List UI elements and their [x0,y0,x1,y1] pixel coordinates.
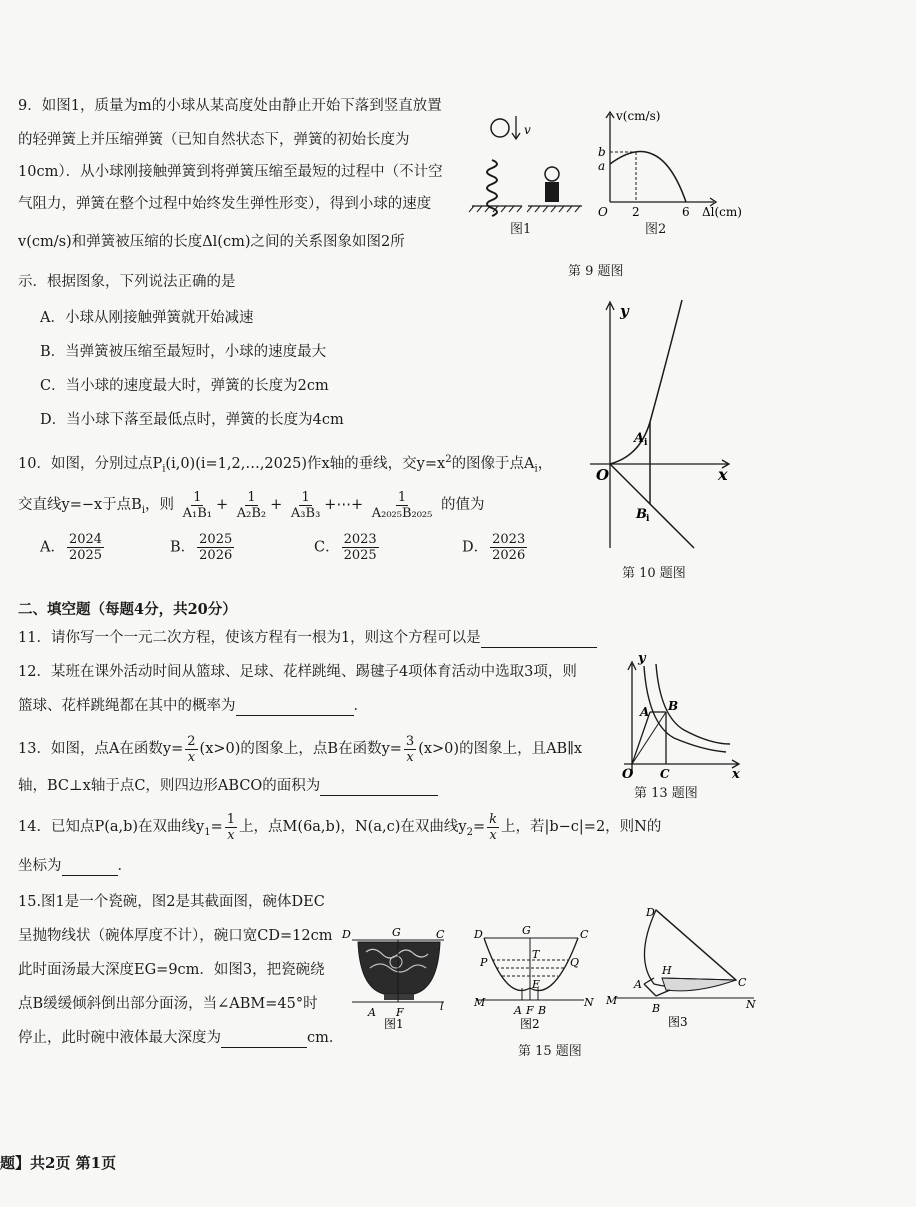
q9-axis-v: v(cm/s) [616,109,661,123]
q10-term-3: $\frac{1}{\text{A₃B₃}}$ [290,489,321,521]
q9-v-label: v [524,123,531,137]
q10-line1-end: ， [537,455,553,472]
q15-fig1-label: 图1 [384,1017,404,1031]
q13-figure [614,654,744,784]
q14-frac-2: $\frac{k}{x}$ [489,811,497,843]
q10-lbl-b-sub: i [646,514,650,524]
q12-line2-end: ． [353,698,368,714]
q15-answer-blank[interactable] [221,1031,307,1048]
q10-line1-sup: 2 [445,454,452,465]
q15-f1-d: D [342,928,351,941]
q13-lbl-y: y [638,654,646,666]
q14-mid: 上，点M(6a,b)，N(a,c)在双曲线y [239,819,467,835]
q9-fig-caption: 第 9 题图 [568,264,624,279]
q9-tick-2: 2 [632,205,640,219]
q10-dots: +⋯+ [324,497,364,513]
q12-line2-text: 篮球、花样跳绳都在其中的概率为 [18,698,236,714]
q12-answer-blank[interactable] [236,699,354,716]
q9-line-1: 9．如图1，质量为m的小球从某高度处由静止开始下落到竖直放置 [18,98,442,114]
q15-f2-g: G [522,924,531,937]
q10-term-1: $\frac{1}{\text{A₁B₁}}$ [182,489,213,521]
q13-pre: 13．如图，点A在函数y= [18,741,184,757]
q10-line-1 [18,450,552,480]
section-2-title: 二、填空题（每题4分，共20分） [18,601,237,618]
q9-line-2: 的轻弹簧上并压缩弹簧（已知自然状态下，弹簧的初始长度为 [18,132,410,148]
q13-lbl-a: A [640,705,650,719]
q9-line-3: 10cm）．从小球刚接触弹簧到将弹簧压缩至最短的过程中（不计空 [18,164,443,180]
q9-tick-a: a [598,159,606,173]
q10-line2-pre: 交直线y=−x于点B [18,497,142,513]
q15-f3-a: A [634,978,642,991]
page-footer: 题】共2页 第1页 [0,1154,117,1172]
q15-last-pre: 停止，此时碗中液体最大深度为 [18,1030,221,1046]
q15-f1-f: F [396,1006,404,1019]
q15-figure-3 [604,898,764,1036]
q9-option-b: B．当弹簧被压缩至最短时，小球的速度最大 [40,344,327,360]
q9-tick-b: b [598,145,606,159]
q10-line-2 [18,488,484,528]
q14-line2-text: 坐标为 [18,858,62,874]
q15-fig-caption: 第 15 题图 [518,1044,582,1059]
q10-fig-caption: 第 10 题图 [622,566,686,581]
q9-figure-2 [594,106,764,226]
q10-line1-post: 的图像于点A [451,455,535,472]
q9-axis-dl: Δl(cm) [702,205,742,219]
q14-line-2 [18,856,132,876]
q10-lbl-a-sub: i [644,438,648,448]
q10-line2-post: 的值为 [440,497,485,513]
q15-f2-c: C [580,928,589,941]
q15-f3-m: M [606,994,618,1007]
q13-frac-2: $\frac{3}{x}$ [405,733,415,765]
q10-lbl-x: x [718,465,728,484]
q14-pre: 14．已知点P(a,b)在双曲线y [18,819,205,835]
q13-line2-text: 轴，BC⊥x轴于点C，则四边形ABCO的面积为 [18,778,321,794]
q14-eq-2: = [472,819,486,835]
q10-term-last: $\frac{1}{\text{A₂₀₂₅B₂₀₂₅}}$ [371,489,433,521]
q10-line1-mid: (i,0)(i=1,2,…,2025)作x轴的垂线，交y=x [165,455,446,472]
q9-option-a: A．小球从刚接触弹簧就开始减速 [40,310,254,326]
q10-line2-mid: ，则 [145,497,175,513]
q10-option-b: B． $\frac{2025}{2026}$ [170,532,233,563]
q13-mid2: (x>0)的图象上，且AB∥x [418,741,583,757]
q14-answer-blank[interactable] [62,859,118,876]
q10-plus-2: + [270,497,283,513]
q15-f1-g: G [392,926,401,939]
q9-line-5: v(cm/s)和弹簧被压缩的长度Δl(cm)之间的关系图象如图2所 [18,234,405,250]
q10-line2-sub: i [141,504,146,516]
q13-lbl-b: B [668,699,679,713]
q12-line-2 [18,696,368,716]
q15-f2-p: P [480,956,488,969]
q9-fig2-label: 图2 [645,222,667,237]
q10-line1-sub2: i [534,463,538,475]
q15-last-unit: cm． [307,1030,344,1046]
q10-plus-1: + [216,497,229,513]
q14-line-1 [18,810,661,850]
q14-eq-1: = [210,819,223,835]
q13-lbl-c: C [660,767,670,781]
q13-mid1: (x>0)的图象上，点B在函数y= [199,741,402,757]
q10-line1-pre: 10．如图，分别过点P [18,455,163,472]
q15-f2-q: Q [570,956,580,969]
q15-f1-l: l [440,1000,444,1013]
q15-f3-n: N [746,998,756,1011]
q13-frac-1: $\frac{2}{x}$ [187,733,196,765]
q10-lbl-y: y [620,302,629,320]
q11 [18,628,597,648]
q13-line-2 [18,776,438,796]
q10-option-d: D． $\frac{2023}{2026}$ [462,532,526,563]
q14-frac-1: $\frac{1}{x}$ [226,811,236,843]
q13-lbl-x: x [732,767,740,782]
q10-line1-sub: i [162,463,166,475]
q13-fig-caption: 第 13 题图 [634,786,698,801]
q15-f2-n: N [584,996,594,1009]
q15-f1-c: C [436,928,445,941]
q15-f3-d: D [646,906,655,919]
q15-fig3-label: 图3 [668,1015,688,1029]
q15-f2-d: D [474,928,483,941]
q15-fig2-label: 图2 [520,1017,540,1031]
q15-f2-a: A [514,1004,522,1017]
q15-f2-m: M [474,996,486,1009]
q15-line-3: 此时面汤最大深度EG=9cm．如图3，把瓷碗绕 [18,962,325,978]
q15-f1-a: A [368,1006,376,1019]
q11-text: 11．请你写一个一元二次方程，使该方程有一根为1，则这个方程可以是 [18,630,481,646]
q10-lbl-o: O [596,466,610,484]
q15-line-5 [18,1028,343,1048]
q10-term-2: $\frac{1}{\text{A₂B₂}}$ [236,489,267,521]
q15-line-2: 呈抛物线状（碗体厚度不计），碗口宽CD=12cm [18,928,333,944]
q15-f2-t: T [532,948,540,961]
q14-line2-end: ． [117,858,132,874]
q15-f2-f: F [526,1004,534,1017]
q9-fig1-label: 图1 [510,222,532,237]
q13-lbl-o: O [622,767,634,782]
q15-figure-1 [340,922,462,1036]
q10-option-a: A． $\frac{2024}{2025}$ [40,532,103,563]
q13-answer-blank[interactable] [320,779,438,796]
q15-f2-e: E [532,978,541,991]
q10-lbl-a: A [634,431,645,446]
q9-tick-6: 6 [682,205,690,219]
q15-f3-b: B [652,1002,661,1015]
q10-figure [590,296,740,558]
q9-line-6: 示．根据图象，下列说法正确的是 [18,274,236,290]
q9-tick-o: O [598,205,608,219]
q13-line-1 [18,732,582,766]
q10-lbl-b: B [636,507,647,522]
q11-answer-blank[interactable] [481,631,597,648]
q14-sub2: 2 [466,826,473,838]
q15-f3-h: H [662,964,672,977]
q14-sub1: 1 [204,826,211,838]
q9-line-4: 气阻力，弹簧在整个过程中始终发生弹性形变），得到小球的速度 [18,196,432,212]
q15-figure-2 [472,922,594,1036]
q12-line-1: 12．某班在课外活动时间从篮球、足球、花样跳绳、踢毽子4项体育活动中选取3项，则 [18,664,577,680]
q10-option-c: C． $\frac{2023}{2025}$ [314,532,377,563]
q15-line-4: 点B缓缓倾斜倒出部分面汤，当∠ABM=45°时 [18,996,318,1012]
q9-option-c: C．当小球的速度最大时，弹簧的长度为2cm [40,378,329,394]
q9-option-d: D．当小球下落至最低点时，弹簧的长度为4cm [40,412,344,428]
q14-post: 上，若|b−c|=2，则N的 [500,819,662,835]
q15-line-1: 15.图1是一个瓷碗，图2是其截面图，碗体DEC [18,894,325,910]
q15-f3-c: C [738,976,747,989]
q15-f2-b: B [538,1004,547,1017]
